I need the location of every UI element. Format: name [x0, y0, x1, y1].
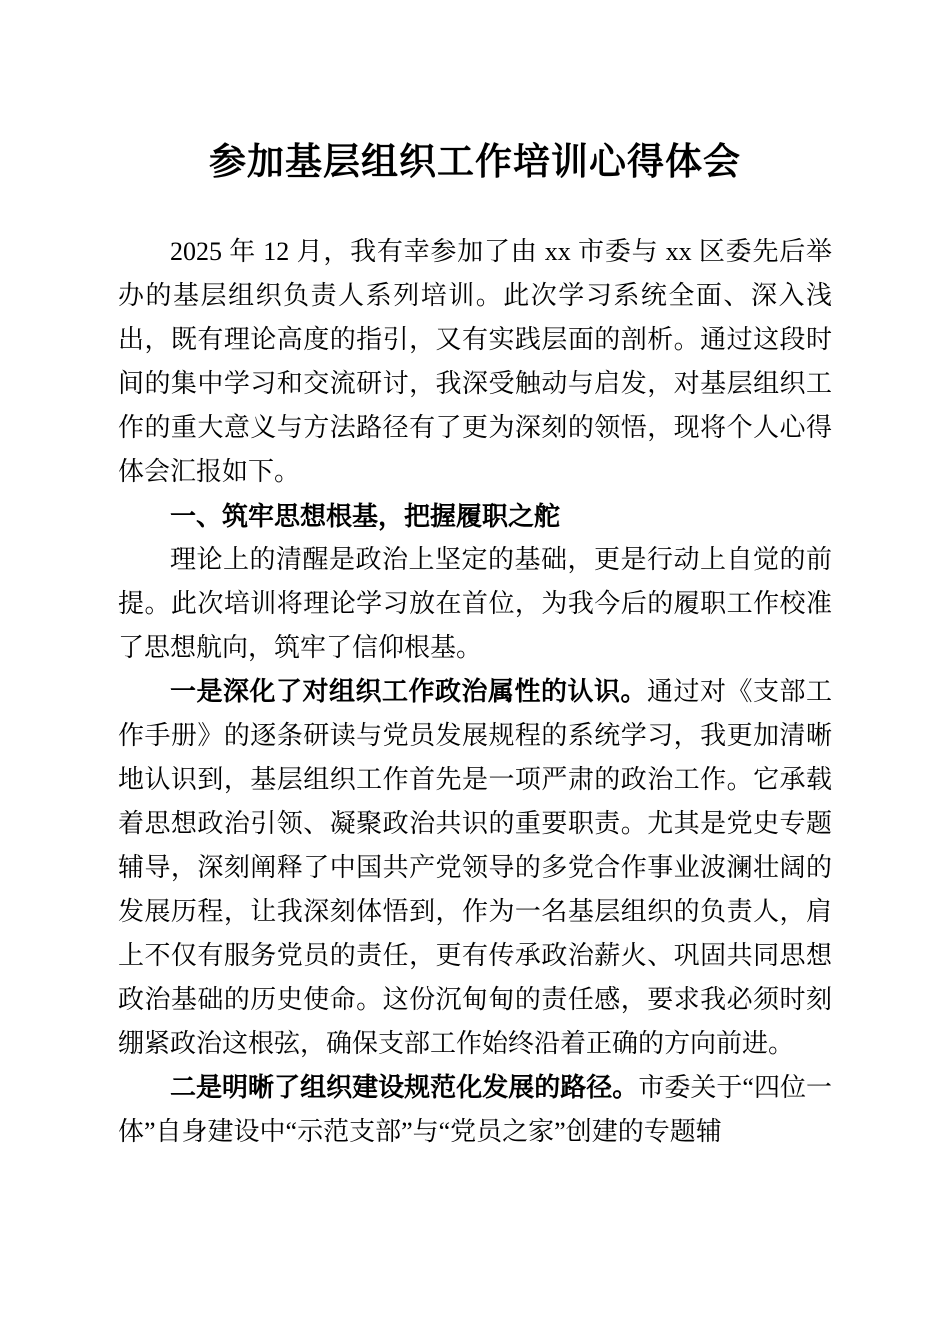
- section-1-heading: 一、筑牢思想根基，把握履职之舵: [170, 501, 561, 531]
- section-1-lead-paragraph: 理论上的清醒是政治上坚定的基础，更是行动上自觉的前提。此次培训将理论学习放在首位，为我今后的履职工作校准了思想航向，筑牢了信仰根基。: [118, 545, 832, 662]
- point-2-body-text: 市委关于“四位一体”自身建设中“示范支部”与“党员之家”创建的专题辅: [118, 1073, 832, 1146]
- section-1-point-2-paragraph: [118, 1066, 832, 1154]
- point-2-lead-sentence: 二是明晰了组织建设规范化发展的路径。: [170, 1073, 639, 1102]
- point-1-body-text: 通过对《支部工作手册》的逐条研读与党员发展规程的系统学习，我更加清晰地认识到，基层组织工作首先是一项严肃的政治工作。它承载着思想政治引领、凝聚政治共识的重要职责。尤其是党史专题辅导，深刻阐释了中国共产党领导的多党合作事业波澜壮阔的发展历程，让我深刻体悟到，作为一名基层组织的负责人，肩上不仅有服务党员的责任，更有传承政治薪火、巩固共同思想政治基础的历史使命。这份沉甸甸的责任感，要求我必须时刻绷紧政治这根弦，确保支部工作始终沿着正确的方向前进。: [118, 677, 832, 1058]
- document-title: 参加基层组织工作培训心得体会: [209, 142, 741, 183]
- section-1-point-1-paragraph: [118, 670, 832, 1066]
- intro-paragraph: 2025 年 12 月，我有幸参加了由 xx 市委与 xx 区委先后举办的基层组织负责人系列培训。此次学习系统全面、深入浅出，既有理论高度的指引，又有实践层面的剖析。通过这段时间的集中学习和交流研讨，我深受触动与启发，对基层组织工作的重大意义与方法路径有了更为深刻的领悟，现将个人心得体会汇报如下。: [118, 237, 832, 486]
- point-1-lead-sentence: 一是深化了对组织工作政治属性的认识。: [170, 677, 647, 706]
